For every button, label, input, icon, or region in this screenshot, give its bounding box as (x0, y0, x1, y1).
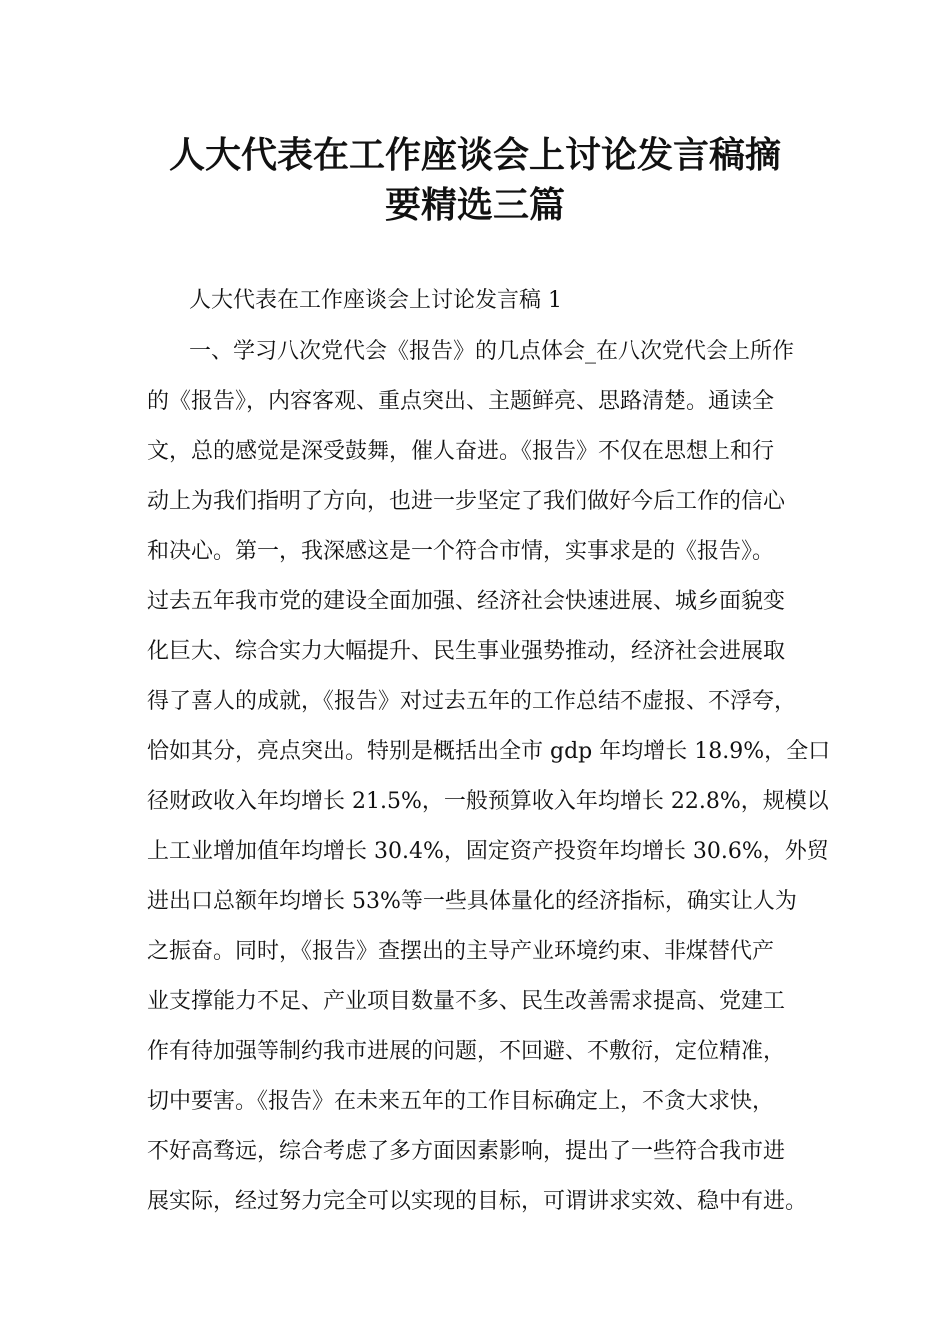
paragraph-line: 一、学习八次党代会《报告》的几点体会_在八次党代会上所作 (189, 339, 795, 364)
paragraph-line: 恰如其分，亮点突出。特别是概括出全市 gdp 年均增长 18.9%，全口 (147, 739, 831, 764)
paragraph-line: 化巨大、综合实力大幅提升、民生事业强势推动，经济社会进展取 (147, 639, 786, 664)
paragraph-line: 作有待加强等制约我市进展的问题，不回避、不敷衍，定位精准， (147, 1039, 786, 1064)
paragraph-line: 不好高骛远，综合考虑了多方面因素影响，提出了一些符合我市进 (147, 1139, 786, 1164)
paragraph-line: 文，总的感觉是深受鼓舞，催人奋进。《报告》不仅在思想上和行 (147, 439, 775, 464)
paragraph-line: 之振奋。同时，《报告》查摆出的主导产业环境约束、非煤替代产 (147, 939, 775, 964)
paragraph-line: 展实际，经过努力完全可以实现的目标，可谓讲求实效、稳中有进。 (147, 1189, 808, 1214)
paragraph-line: 径财政收入年均增长 21.5%，一般预算收入年均增长 22.8%，规模以 (147, 789, 829, 814)
paragraph-line: 动上为我们指明了方向，也进一步坚定了我们做好今后工作的信心 (147, 489, 786, 514)
paragraph-line: 的《报告》，内容客观、重点突出、主题鲜亮、思路清楚。通读全 (147, 389, 775, 414)
paragraph-line: 业支撑能力不足、产业项目数量不多、民生改善需求提高、党建工 (147, 989, 786, 1014)
paragraph-line: 上工业增加值年均增长 30.4%，固定资产投资年均增长 30.6%，外贸 (147, 839, 829, 864)
paragraph-line: 切中要害。《报告》在未来五年的工作目标确定上，不贪大求快， (147, 1089, 775, 1114)
paragraph-line: 过去五年我市党的建设全面加强、经济社会快速进展、城乡面貌变 (147, 589, 786, 614)
paragraph-line: 进出口总额年均增长 53%等一些具体量化的经济指标，确实让人为 (147, 889, 797, 914)
section-heading: 人大代表在工作座谈会上讨论发言稿 1 (189, 288, 562, 313)
document-title-line-2: 要精选三篇 (384, 185, 565, 226)
paragraph-line: 得了喜人的成就，《报告》对过去五年的工作总结不虚报、不浮夸， (147, 689, 797, 714)
paragraph-line: 和决心。第一，我深感这是一个符合市情，实事求是的《报告》。 (147, 539, 775, 564)
document-title-line-1: 人大代表在工作座谈会上讨论发言稿摘 (168, 135, 781, 176)
